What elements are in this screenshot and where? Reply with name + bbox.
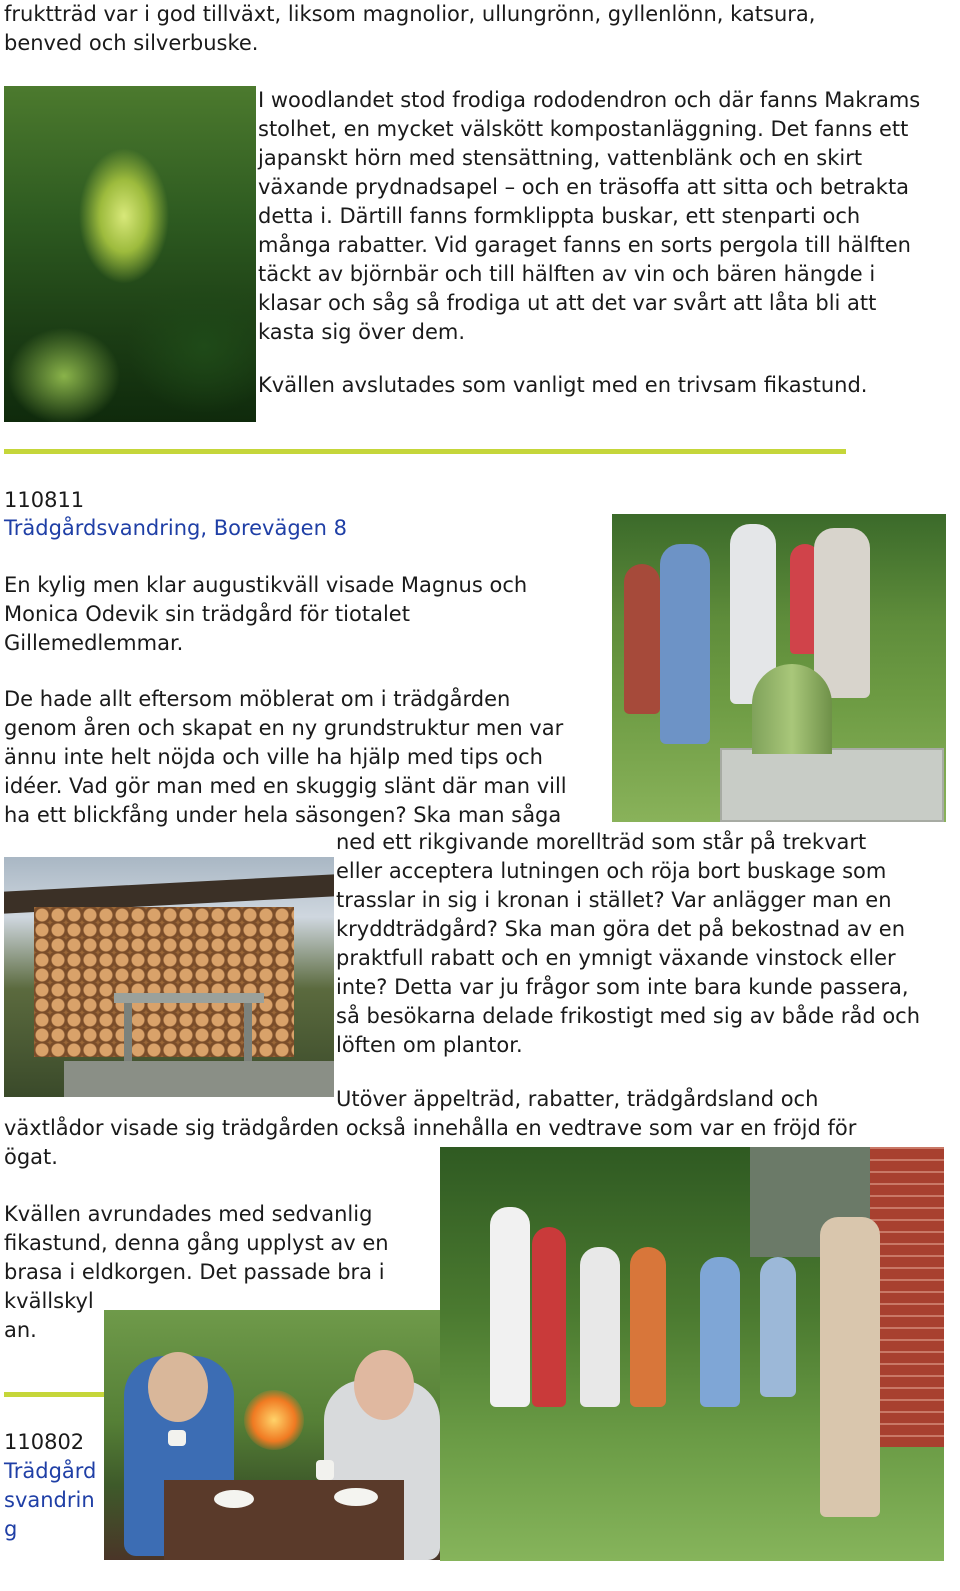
section-divider bbox=[4, 449, 846, 454]
raised-bed-photo bbox=[612, 514, 946, 822]
entry-paragraph-questions: De hade allt eftersom möblerat om i trädgården genom åren och skapat en ny grundstruktur men var ännu inte helt nöjda och ville ha hjälp med tips och idéer. Vad gör man med en skuggig slänt där man vill ha ett blickfång under hela säsongen? Ska man såga bbox=[4, 687, 567, 827]
woodshed-photo bbox=[4, 857, 334, 1097]
entry-paragraph-woodpile-start: Utöver äppelträd, rabatter, trädgårdsland och bbox=[336, 1087, 819, 1111]
entry-paragraph-woodpile: växtlådor visade sig trädgården också innehålla en vedtrave som var en fröjd för ögat. bbox=[4, 1116, 857, 1169]
entry-date: 110802 bbox=[4, 1430, 85, 1454]
entry-paragraph-questions-cont: ned ett rikgivande morellträd som står på trekvart eller acceptera lutningen och röja bort buskage som trasslar in sig i kronan i stället? Var anlägger man en kryddträdgård? Ska man göra det på bekostnad av en praktfull rabatt och en ymnigt växande vinstock eller inte? Detta var ju frågor som inte bara kunde passera, så besökarna delade frikostigt med sig av både råd och löften om plantor. bbox=[336, 830, 921, 1057]
entry-paragraph-intro: En kylig men klar augustikväll visade Magnus och Monica Odevik sin trädgård för tiotalet Gillemedlemmar. bbox=[4, 573, 528, 655]
section-divider bbox=[4, 1392, 104, 1397]
closing-line: Kvällen avslutades som vanligt med en trivsam fikastund. bbox=[258, 373, 868, 397]
fika-photo bbox=[104, 1310, 440, 1560]
entry-title-link[interactable]: Trädgårdsvandring, Borevägen 8 bbox=[4, 516, 347, 540]
garden-photo bbox=[4, 86, 256, 422]
garden-group-photo bbox=[440, 1147, 944, 1561]
intro-paragraph: fruktträd var i god tillväxt, liksom magnolior, ullungrönn, gyllenlönn, katsura, benved och silverbuske. bbox=[4, 2, 816, 55]
woodland-paragraph: I woodlandet stod frodiga rododendron och där fanns Makrams stolhet, en mycket välskött kompostanläggning. Det fanns ett japanskt hörn med stensättning, vattenblänk och en skirt växande prydnadsapel – och en träsoffa att sitta och betrakta detta i. Därtill fanns formklippta buskar, ett stenparti och många rabatter. Vid garaget fanns en sorts pergola till hälften täckt av björnbär och till hälften av vin och bären hängde i klasar och såg så frodiga ut att det var svårt att låta bli att kasta sig över dem. bbox=[258, 88, 921, 344]
entry-title-link[interactable]: Trädgård svandrin g bbox=[4, 1459, 97, 1541]
entry-date: 110811 bbox=[4, 488, 85, 512]
entry-paragraph-fika: Kvällen avrundades med sedvanlig fikastund, denna gång upplyst av en brasa i eldkorgen. Det passade bra i kvällskyl an. bbox=[4, 1202, 389, 1342]
